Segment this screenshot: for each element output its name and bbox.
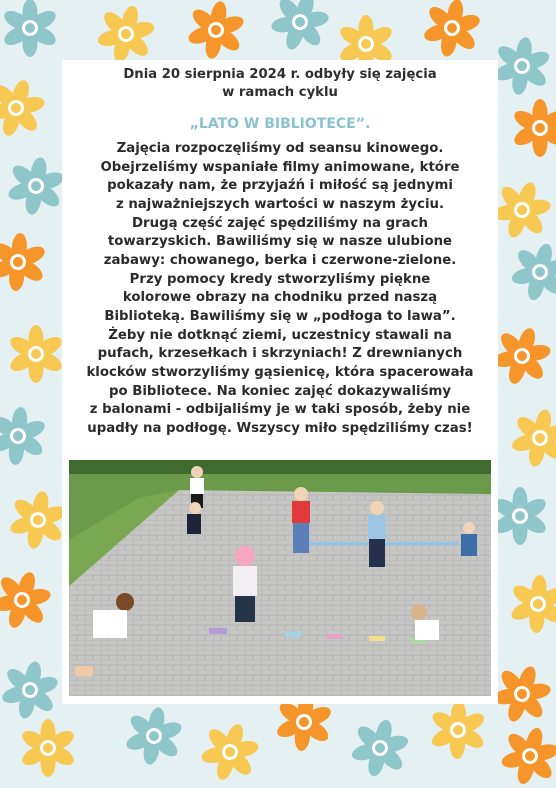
event-heading bbox=[62, 66, 498, 102]
description-line: pokazały nam, że przyjaźń i miłość są jednymi bbox=[107, 178, 453, 194]
description-line: upadły na podłogę. Wszyscy miło spędziliśmy czas! bbox=[87, 420, 473, 436]
description-line: zabawy: chowanego, berka i czerwone-zielone. bbox=[103, 252, 457, 268]
description-line: Przy pomocy kredy stworzyliśmy piękne bbox=[129, 271, 431, 287]
description-line: Biblioteką. Bawiliśmy się w „podłoga to lawa”. bbox=[104, 308, 456, 324]
flower-icon bbox=[4, 322, 68, 386]
flower-icon bbox=[0, 230, 50, 294]
flower-icon bbox=[94, 2, 158, 66]
flower-icon bbox=[0, 658, 62, 722]
description-line: Obejrzeliśmy wspaniałe filmy animowane, które bbox=[100, 159, 460, 175]
event-description bbox=[66, 140, 494, 439]
flower-icon bbox=[490, 324, 554, 388]
event-photo bbox=[69, 460, 491, 696]
flower-icon bbox=[490, 34, 554, 98]
description-line: Drugą część zajęć spędziliśmy na grach bbox=[132, 215, 428, 231]
flower-icon bbox=[4, 154, 68, 218]
description-line: z balonami - odbijaliśmy je w taki sposób, żeby nie bbox=[89, 402, 471, 418]
content-panel bbox=[62, 60, 498, 704]
description-line: po Bibliotece. Na koniec zajęć dokazywaliśmy bbox=[108, 383, 452, 399]
flower-icon bbox=[506, 572, 556, 636]
description-line: kolorowe obrazy na chodniku przed naszą bbox=[122, 290, 438, 306]
flower-icon bbox=[0, 568, 54, 632]
cycle-title: „LATO W BIBLIOTECE”. bbox=[189, 116, 371, 132]
flower-icon bbox=[16, 716, 80, 780]
flower-icon bbox=[420, 0, 484, 60]
flower-icon bbox=[348, 716, 412, 780]
description-line: z najważniejszych wartości w naszym życiu. bbox=[115, 196, 445, 212]
flower-icon bbox=[508, 406, 556, 470]
description-line: klocków stworzyliśmy gąsienicę, która spacerowała bbox=[86, 364, 474, 380]
flower-icon bbox=[0, 404, 50, 468]
description-line: Zajęcia rozpoczęliśmy od seansu kinowego. bbox=[116, 141, 444, 156]
description-line: towarzyskich. Bawiliśmy się w nasze ulubione bbox=[107, 234, 453, 250]
flower-icon bbox=[498, 724, 556, 788]
flower-icon bbox=[508, 96, 556, 160]
heading-line-1: Dnia 20 sierpnia 2024 r. odbyły się zajęcia bbox=[123, 67, 437, 82]
description-line: Żeby nie dotknąć ziemi, uczestnicy stawali na bbox=[108, 327, 452, 343]
flower-icon bbox=[184, 0, 248, 62]
flower-icon bbox=[490, 662, 554, 726]
flower-icon bbox=[268, 0, 332, 54]
description-line: pufach, krzesełkach i skrzyniach! Z drewnianych bbox=[97, 346, 463, 362]
flower-icon bbox=[0, 76, 48, 140]
flower-icon bbox=[508, 240, 556, 304]
flower-icon bbox=[0, 0, 62, 60]
flower-icon bbox=[198, 720, 262, 784]
flower-icon bbox=[426, 698, 490, 762]
flower-icon bbox=[490, 178, 554, 242]
flower-icon bbox=[122, 704, 186, 768]
flower-icon bbox=[6, 488, 70, 552]
heading-line-2: w ramach cyklu bbox=[222, 85, 338, 100]
